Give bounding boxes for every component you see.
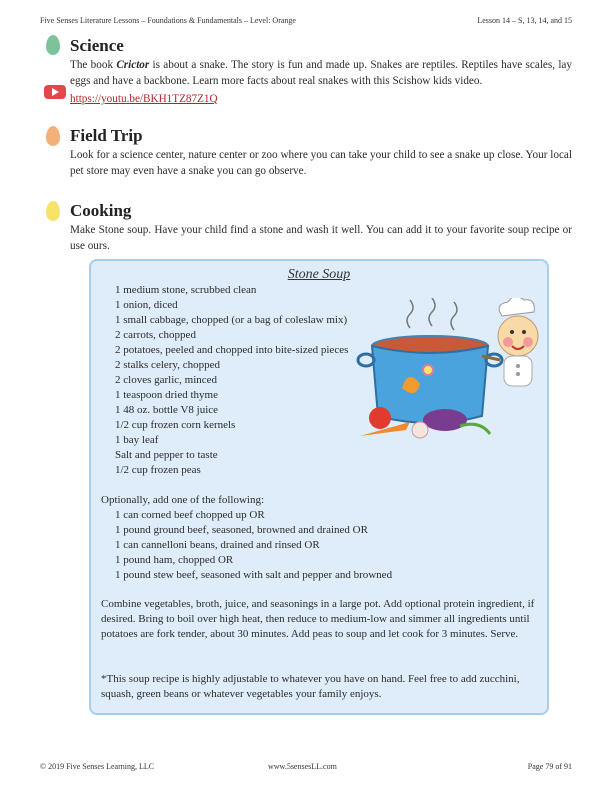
- optional-heading: Optionally, add one of the following:: [101, 494, 265, 506]
- science-section: [70, 36, 572, 107]
- ingredient-item: 2 cloves garlic, minced: [115, 374, 218, 386]
- optional-item: 1 pound stew beef, seasoned with salt and pepper and browned: [115, 569, 393, 581]
- cooking-body: Make Stone soup. Have your child find a stone and wash it well. You can add it to your favorite soup recipe or use ours.: [70, 224, 572, 252]
- ingredient-item: 1 onion, diced: [115, 299, 178, 311]
- field-trip-body: Look for a science center, nature center or zoo where you can take your child to see a snake up close. Your local pet store may even have a snake you can go observe.: [70, 149, 572, 177]
- optional-list: [115, 508, 392, 583]
- ingredient-item: 1 48 oz. bottle V8 juice: [115, 404, 219, 416]
- science-title: Science: [70, 36, 124, 55]
- footer-center[interactable]: www.5sensesLL.com: [268, 762, 337, 771]
- science-body: The book Crictor is about a snake. The story is fun and made up. Snakes are reptiles. Reptiles have scales, lay eggs and have a backbone. Learn more facts about real snakes with this Scishow kids video.: [70, 59, 572, 87]
- book-title: Crictor: [116, 59, 150, 71]
- cooking-section: [70, 201, 572, 254]
- optional-item: 1 pound ground beef, seasoned, browned and drained OR: [115, 524, 368, 536]
- field-trip-drop-icon: [46, 126, 60, 146]
- cooking-title: Cooking: [70, 201, 132, 220]
- soup-pot-illustration: [350, 298, 550, 446]
- optional-item: 1 can cannelloni beans, drained and rinsed OR: [115, 539, 320, 551]
- optional-item: 1 pound ham, chopped OR: [115, 554, 234, 566]
- ingredient-item: 1/2 cup frozen peas: [115, 464, 201, 476]
- ingredient-item: 1 teaspoon dried thyme: [115, 389, 218, 401]
- footer-right: Page 79 of 91: [527, 762, 572, 771]
- ingredient-item: 2 carrots, chopped: [115, 329, 196, 341]
- optional-item: 1 can corned beef chopped up OR: [115, 509, 265, 521]
- ingredient-item: 1 small cabbage, chopped (or a bag of coleslaw mix): [115, 314, 348, 326]
- ingredient-item: 1/2 cup frozen corn kernels: [115, 419, 236, 431]
- science-drop-icon: [46, 35, 60, 55]
- ingredient-item: Salt and pepper to taste: [115, 449, 218, 461]
- page-header-left: Five Senses Literature Lessons – Foundations & Fundamentals – Level: Orange: [40, 16, 296, 25]
- youtube-link[interactable]: https://youtu.be/BKH1TZ87Z1Q: [70, 93, 218, 105]
- ingredient-item: 1 bay leaf: [115, 434, 159, 446]
- ingredient-list: [115, 283, 348, 478]
- footer-left: © 2019 Five Senses Learning, LLC: [40, 762, 155, 771]
- recipe-note: *This soup recipe is highly adjustable to whatever you have on hand. Feel free to add zucchini, squash, green beans or whatever vegetables your family enjoys.: [101, 673, 520, 701]
- recipe-directions: Combine vegetables, broth, juice, and seasonings in a large pot. Add optional protein ingredient, if desired. Bring to boil over high heat, then reduce to medium-low and simmer all ingredients until potatoes are fork tender, about 30 minutes. Add peas to soup and let cook for 3 minutes. Serve.: [101, 598, 535, 641]
- cooking-drop-icon: [46, 201, 60, 221]
- field-trip-title: Field Trip: [70, 126, 143, 145]
- youtube-icon[interactable]: [44, 85, 66, 99]
- page-header-right: Lesson 14 – S, 13, 14, and 15: [477, 16, 572, 25]
- ingredient-item: 2 stalks celery, chopped: [115, 359, 220, 371]
- recipe-title: Stone Soup: [287, 267, 351, 282]
- field-trip-section: [70, 126, 572, 179]
- ingredient-item: 1 medium stone, scrubbed clean: [115, 284, 257, 296]
- ingredient-item: 2 potatoes, peeled and chopped into bite-sized pieces: [115, 344, 349, 356]
